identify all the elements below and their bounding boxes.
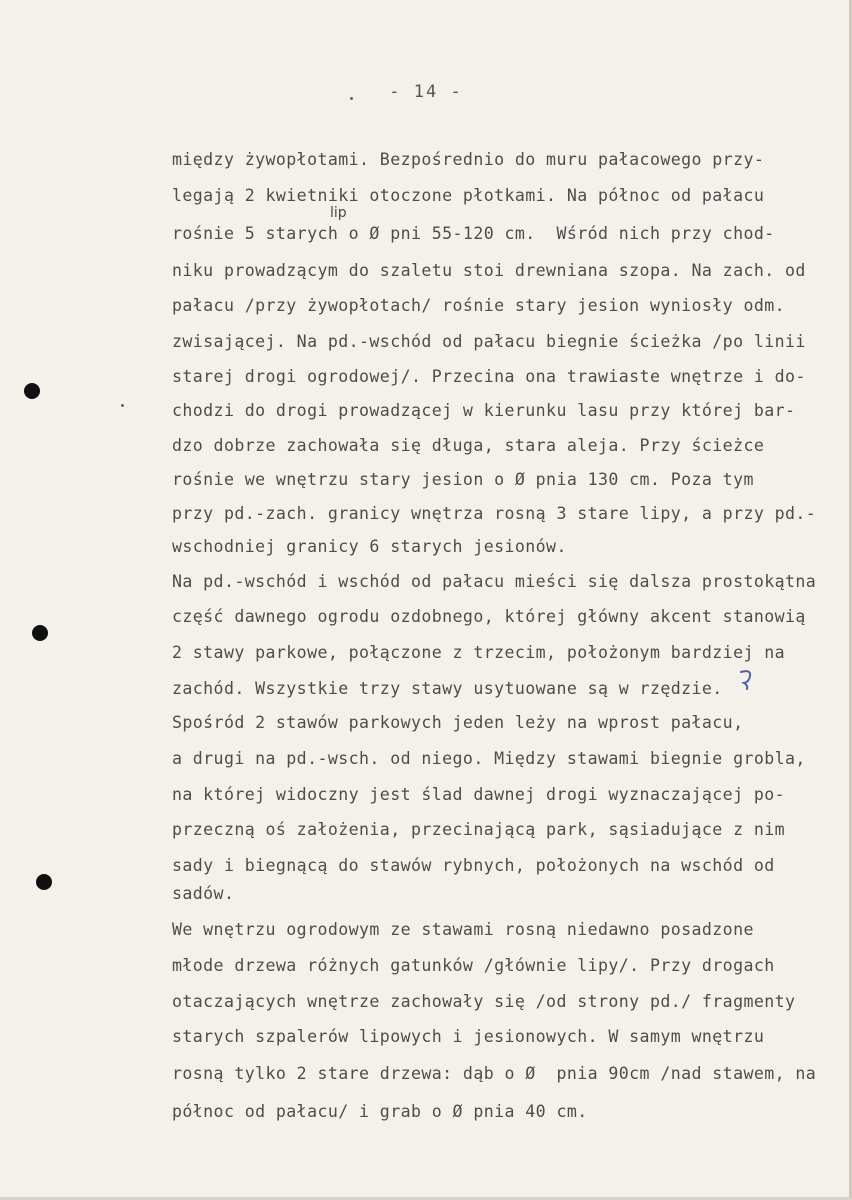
punch-hole [32,625,48,641]
text-line: Na pd.-wschód i wschód od pałacu mieści się dalsza prostokątna [172,572,817,591]
text-line: przeczną oś założenia, przecinającą park, sąsiadujące z nim [172,820,786,839]
text-line: część dawnego ogrodu ozdobnego, której główny akcent stanowią [172,607,806,626]
text-line: rosną tylko 2 stare drzewa: dąb o Ø pnia 90cm /nad stawem, na [172,1064,817,1083]
text-line: pałacu /przy żywopłotach/ rośnie stary jesion wyniosły odm. [172,296,786,315]
paper-speck [121,404,124,407]
punch-hole [24,383,40,399]
text-line: sady i biegnącą do stawów rybnych, położonych na wschód od [172,856,775,875]
handwritten-insertion: lip [330,205,347,221]
punch-hole [36,874,52,890]
paper-speck [350,97,353,100]
text-line: na której widoczny jest ślad dawnej drogi wyznaczającej po- [172,785,786,804]
text-line: a drugi na pd.-wsch. od niego. Między stawami biegnie grobla, [172,749,806,768]
text-line: chodzi do drogi prowadzącej w kierunku lasu przy której bar- [172,401,796,420]
text-line: rośnie 5 starych o Ø pni 55-120 cm. Wśród nich przy chod- [172,224,775,243]
text-line: starych szpalerów lipowych i jesionowych. W samym wnętrzu [172,1027,765,1046]
text-line: rośnie we wnętrzu stary jesion o Ø pnia 130 cm. Poza tym [172,470,754,489]
text-line: 2 stawy parkowe, połączone z trzecim, położonym bardziej na [172,643,786,662]
text-line: zwisającej. Na pd.-wschód od pałacu biegnie ścieżka /po linii [172,332,806,351]
text-line: przy pd.-zach. granicy wnętrza rosną 3 stare lipy, a przy pd.- [172,504,817,523]
text-line: otaczających wnętrze zachowały się /od strony pd./ fragmenty [172,992,796,1011]
text-line: Spośród 2 stawów parkowych jeden leży na wprost pałacu, [172,713,744,732]
text-line: We wnętrzu ogrodowym ze stawami rosną niedawno posadzone [172,920,754,939]
text-line: niku prowadzącym do szaletu stoi drewniana szopa. Na zach. od [172,261,806,280]
text-line: starej drogi ogrodowej/. Przecina ona trawiaste wnętrze i do- [172,367,806,386]
text-line: legają 2 kwietniki otoczone płotkami. Na północ od pałacu [172,186,765,205]
pen-correction-mark [738,668,756,690]
text-line: między żywopłotami. Bezpośrednio do muru pałacowego przy- [172,150,765,169]
text-line: północ od pałacu/ i grab o Ø pnia 40 cm. [172,1102,588,1121]
text-line: młode drzewa różnych gatunków /głównie lipy/. Przy drogach [172,956,775,975]
text-line: dzo dobrze zachowała się długa, stara aleja. Przy ścieżce [172,436,765,455]
page-number: - 14 - [389,82,463,102]
text-line: zachód. Wszystkie trzy stawy usytuowane są w rzędzie. [172,679,723,698]
text-line: wschodniej granicy 6 starych jesionów. [172,537,567,556]
text-line: sadów. [172,884,235,903]
